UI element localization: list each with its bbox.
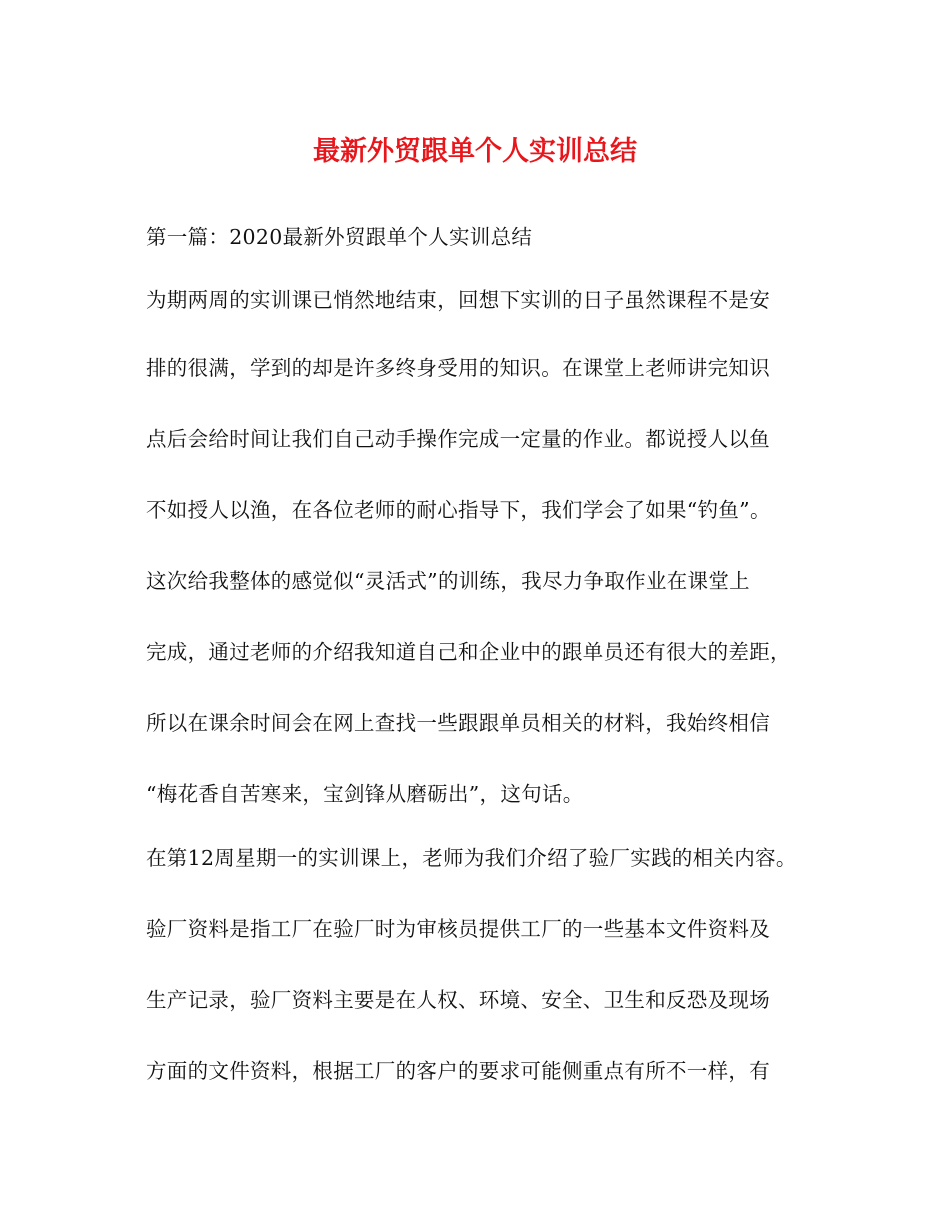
paragraph-line: 验厂资料是指工厂在验厂时为审核员提供工厂的一些基本文件资料及 — [146, 917, 770, 941]
section-heading: 第一篇：2020最新外贸跟单个人实训总结 — [146, 225, 533, 249]
paragraph-line: 为期两周的实训课已悄然地结束，回想下实训的日子虽然课程不是安 — [146, 288, 770, 312]
document-title: 最新外贸跟单个人实训总结 — [313, 136, 637, 167]
paragraph-line: 这次给我整体的感觉似“灵活式”的训练，我尽力争取作业在课堂上 — [146, 569, 750, 593]
paragraph-line: 在第12周星期一的实训课上，老师为我们介绍了验厂实践的相关内容。 — [146, 846, 797, 870]
paragraph-line: 所以在课余时间会在网上查找一些跟跟单员相关的材料，我始终相信 — [146, 711, 770, 735]
paragraph-line: 不如授人以渔，在各位老师的耐心指导下，我们学会了如果“钓鱼”。 — [146, 498, 771, 522]
paragraph-line: 完成，通过老师的介绍我知道自己和企业中的跟单员还有很大的差距， — [146, 640, 791, 664]
paragraph-line: “梅花香自苦寒来，宝剑锋从磨砺出”，这句话。 — [146, 782, 584, 806]
paragraph-line: 排的很满，学到的却是许多终身受用的知识。在课堂上老师讲完知识 — [146, 356, 770, 380]
paragraph-line: 生产记录，验厂资料主要是在人权、环境、安全、卫生和反恐及现场 — [146, 988, 770, 1012]
paragraph-line: 方面的文件资料，根据工厂的客户的要求可能侧重点有所不一样，有 — [146, 1059, 770, 1083]
paragraph-line: 点后会给时间让我们自己动手操作完成一定量的作业。都说授人以鱼 — [146, 427, 770, 451]
